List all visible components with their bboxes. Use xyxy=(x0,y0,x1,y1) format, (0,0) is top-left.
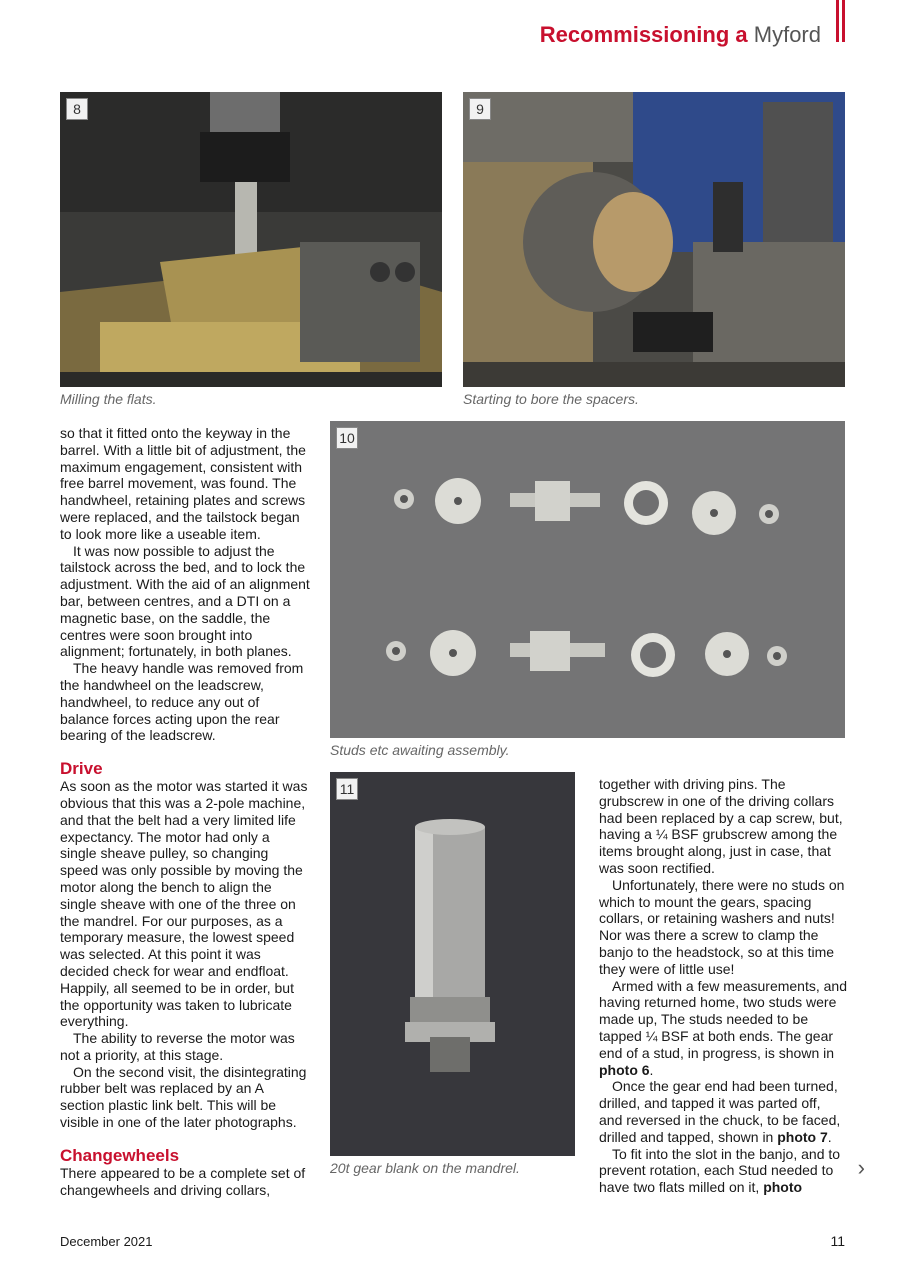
photo-number-badge: 8 xyxy=(66,98,88,120)
photo-reference: photo xyxy=(763,1179,803,1196)
next-page-chevron-icon[interactable]: › xyxy=(857,1155,865,1180)
header-title xyxy=(540,20,821,50)
photo-reference: photo 7 xyxy=(777,1128,828,1145)
paragraph: On the second visit, the disintegrating rubber belt was replaced by an A section plastic link belt. This will be visible in one of the later photographs. xyxy=(60,1063,307,1131)
paragraph: together with driving pins. The grubscrew in one of the driving collars had been replaced by a cap screw, but, having a ¼ BSF grubscrew among the items brought along, just in case, that was soon rectified. xyxy=(599,776,843,876)
caption-photo-11: 20t gear blank on the mandrel. xyxy=(330,1160,520,1176)
paragraph: Once the gear end had been turned, drilled, and tapped it was parted off, and reversed in the chuck, to be faced, drilled and tapped, shown in photo 7. xyxy=(599,1078,841,1145)
running-header xyxy=(540,20,845,50)
header-bar-decoration xyxy=(836,0,839,42)
photo-reference: photo 6 xyxy=(599,1061,650,1078)
photo-boring-spacers xyxy=(463,92,845,387)
paragraph: The ability to reverse the motor was not a priority, at this stage. xyxy=(60,1030,295,1063)
photo-milling-flats xyxy=(60,92,442,387)
photo-studs-awaiting-assembly xyxy=(330,421,845,738)
photo-number-badge: 9 xyxy=(469,98,491,120)
caption-photo-8: Milling the flats. xyxy=(60,391,157,407)
paragraph: Unfortunately, there were no studs on which to mount the gears, spacing collars, or retaining washers and nuts! Nor was there a screw to clamp the banjo to the headstock, so at this time they were of little use! xyxy=(599,876,845,977)
caption-photo-9: Starting to bore the spacers. xyxy=(463,391,639,407)
footer-page-number: 11 xyxy=(830,1233,845,1249)
paragraph: As soon as the motor was started it was obvious that this was a 2-pole machine, and that the belt had a very limited life expectancy. The motor had only a single sheave pulley, so changing speed was only possible by moving the motor along the bench to align the single sheave with one of the three on the mandrel. For our purposes, as a temporary measure, the lowest speed was selected. At this point it was decided check for wear and endfloat. Happily, all seemed to be in order, but the opportunity was taken to lubricate everything. xyxy=(60,778,308,1030)
paragraph: so that it fitted onto the keyway in the barrel. With a little bit of adjustment, the maximum engagement, consistent with free barrel movement, was found. The handwheel, retaining plates and screws were replaced, and the tailstock began to look more like a useable item. xyxy=(60,425,306,542)
caption-photo-10: Studs etc awaiting assembly. xyxy=(330,742,510,758)
header-bar-decoration xyxy=(842,0,845,42)
article-column-left xyxy=(60,425,310,1198)
paragraph: It was now possible to adjust the tailstock across the bed, and to lock the adjustment. With the aid of an alignment bar, between centres, and a DTI on a magnetic base, on the saddle, the centres were soon brought into alignment; fortunately, in both planes. xyxy=(60,542,310,660)
section-heading-changewheels: Changewheels xyxy=(60,1145,180,1165)
paragraph: Armed with a few measurements, and having returned home, two studs were made up, The studs needed to be tapped ¼ BSF at both ends. The gear end of a stud, in progress, is shown in photo 6. xyxy=(599,977,847,1078)
paragraph: There appeared to be a complete set of changewheels and driving collars, xyxy=(60,1164,306,1198)
header-title-light: Myford xyxy=(753,22,821,47)
paragraph: The heavy handle was removed from the handwheel on the leadscrew, handwheel, to reduce any out of balance forces acting upon the rear bearing of the leadscrew. xyxy=(60,660,304,744)
footer-issue-date: December 2021 xyxy=(60,1234,153,1249)
article-column-right xyxy=(599,776,847,1196)
photo-gear-blank-mandrel xyxy=(330,772,575,1156)
photo-number-badge: 10 xyxy=(336,427,358,449)
paragraph: To fit into the slot in the banjo, and to prevent rotation, each Stud needed to have two flats milled on it, photo xyxy=(599,1145,841,1196)
header-title-bold: Recommissioning a xyxy=(539,22,748,47)
photo-number-badge: 11 xyxy=(336,778,358,800)
section-heading-drive: Drive xyxy=(60,759,103,779)
